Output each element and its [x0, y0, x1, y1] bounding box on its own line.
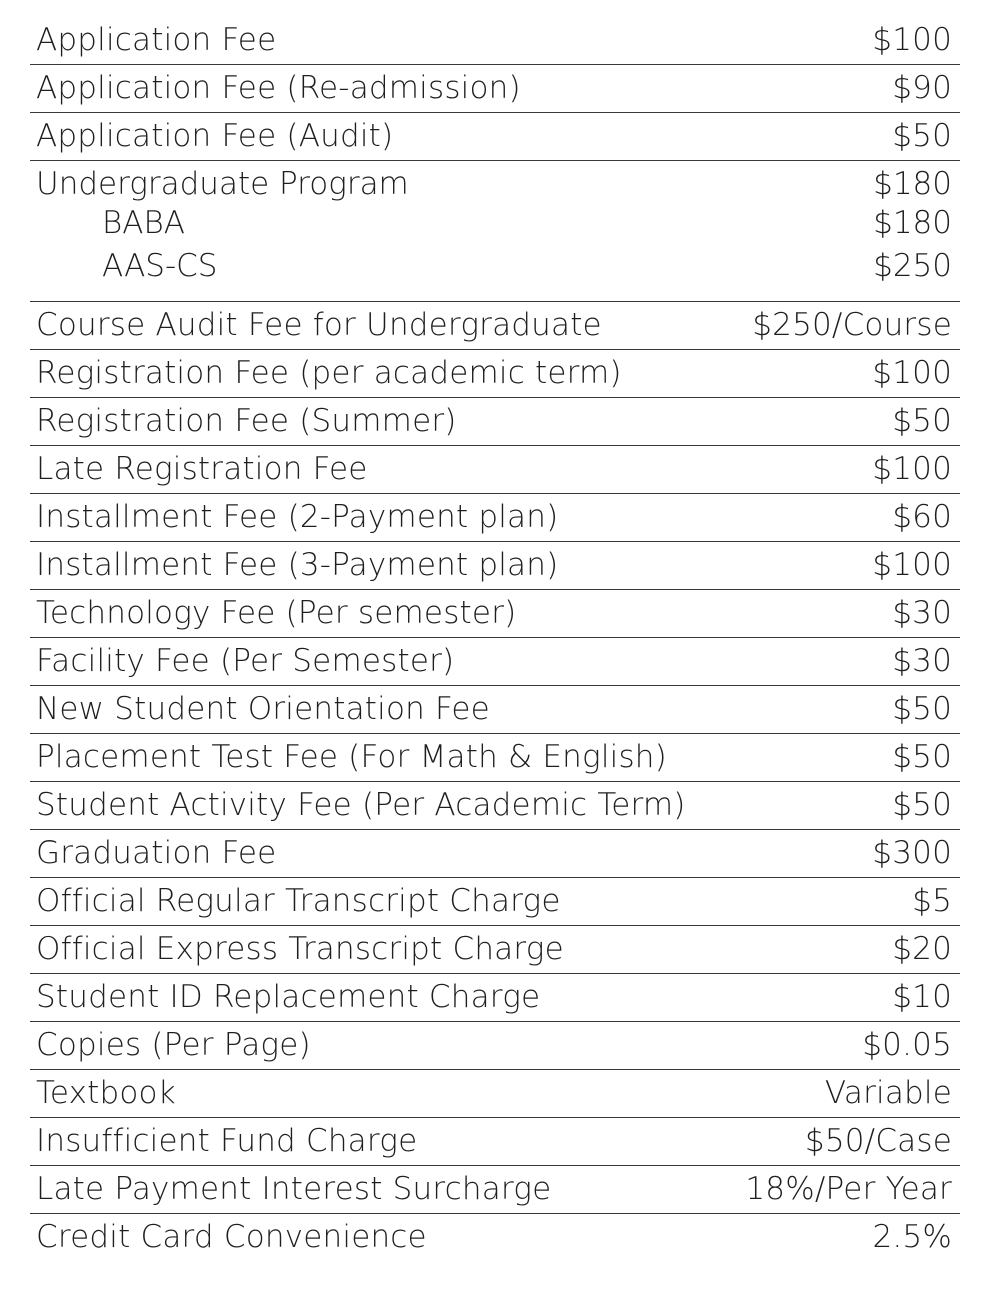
fee-amount: $250	[873, 248, 952, 284]
fee-amount: $250/Course	[752, 307, 952, 343]
fee-label: Late Registration Fee	[36, 451, 368, 487]
fee-amount: $300	[872, 835, 952, 871]
fee-label: Official Regular Transcript Charge	[36, 883, 561, 919]
fee-label: Application Fee (Audit)	[36, 118, 394, 154]
fee-row	[30, 590, 960, 638]
fee-label: New Student Orientation Fee	[36, 691, 490, 727]
fee-label: Placement Test Fee (For Math & English)	[36, 739, 667, 775]
fee-amount: $50	[892, 691, 952, 727]
fee-amount: Variable	[824, 1075, 952, 1111]
fee-amount: $50	[892, 118, 952, 154]
fee-amount: $100	[872, 355, 952, 391]
fee-label: Credit Card Convenience	[36, 1219, 427, 1255]
fee-row	[36, 161, 952, 204]
fee-amount: $100	[872, 22, 952, 58]
fee-row	[30, 302, 960, 350]
fee-row	[30, 65, 960, 113]
fee-label: Course Audit Fee for Undergraduate	[36, 307, 602, 343]
fee-row	[30, 17, 960, 65]
fee-amount: $10	[892, 979, 952, 1015]
fee-label: Registration Fee (Summer)	[36, 403, 457, 439]
fee-subrow	[36, 247, 952, 290]
fee-row	[30, 1166, 960, 1214]
fee-subrow	[36, 204, 952, 247]
fee-amount: $180	[873, 205, 952, 241]
fee-row	[30, 1070, 960, 1118]
fee-table	[30, 17, 960, 1261]
fee-amount: $180	[873, 166, 952, 202]
fee-amount: $60	[892, 499, 952, 535]
undergraduate-program-group	[30, 161, 960, 302]
fee-label: Facility Fee (Per Semester)	[36, 643, 455, 679]
fee-row	[30, 542, 960, 590]
fee-amount: $100	[872, 451, 952, 487]
fee-row	[30, 398, 960, 446]
fee-row	[30, 974, 960, 1022]
fee-row	[30, 1214, 960, 1261]
fee-amount: 18%/Per Year	[745, 1171, 952, 1207]
fee-amount: $20	[892, 931, 952, 967]
fee-sublabel: AAS-CS	[102, 248, 218, 284]
fee-amount: $50/Case	[804, 1123, 952, 1159]
fee-row	[30, 782, 960, 830]
fee-row	[30, 1118, 960, 1166]
fee-label: Application Fee	[36, 22, 277, 58]
fee-amount: $50	[892, 403, 952, 439]
fee-label: Graduation Fee	[36, 835, 277, 871]
fee-row	[30, 350, 960, 398]
fee-label: Undergraduate Program	[36, 166, 409, 202]
fee-label: Late Payment Interest Surcharge	[36, 1171, 552, 1207]
fee-row	[30, 878, 960, 926]
fee-label: Copies (Per Page)	[36, 1027, 311, 1063]
fee-row	[30, 734, 960, 782]
fee-amount: 2.5%	[872, 1219, 952, 1255]
fee-amount: $100	[872, 547, 952, 583]
fee-label: Student ID Replacement Charge	[36, 979, 541, 1015]
fee-row	[30, 638, 960, 686]
fee-amount: $90	[892, 70, 952, 106]
fee-amount: $30	[892, 643, 952, 679]
fee-label: Technology Fee (Per semester)	[36, 595, 517, 631]
fee-sublabel: BABA	[102, 205, 186, 241]
fee-row	[30, 494, 960, 542]
fee-label: Official Express Transcript Charge	[36, 931, 564, 967]
fee-amount: $50	[892, 739, 952, 775]
fee-label: Installment Fee (2-Payment plan)	[36, 499, 559, 535]
fee-amount: $30	[892, 595, 952, 631]
fee-row	[30, 446, 960, 494]
fee-row	[30, 113, 960, 161]
fee-row	[30, 686, 960, 734]
fee-row	[30, 926, 960, 974]
fee-label: Insufficient Fund Charge	[36, 1123, 418, 1159]
fee-amount: $0.05	[862, 1027, 952, 1063]
fee-label: Application Fee (Re-admission)	[36, 70, 521, 106]
fee-row	[30, 1022, 960, 1070]
fee-label: Registration Fee (per academic term)	[36, 355, 622, 391]
fee-label: Textbook	[36, 1075, 176, 1111]
fee-row	[30, 830, 960, 878]
fee-label: Student Activity Fee (Per Academic Term)	[36, 787, 686, 823]
fee-amount: $5	[912, 883, 952, 919]
fee-amount: $50	[892, 787, 952, 823]
fee-label: Installment Fee (3-Payment plan)	[36, 547, 559, 583]
